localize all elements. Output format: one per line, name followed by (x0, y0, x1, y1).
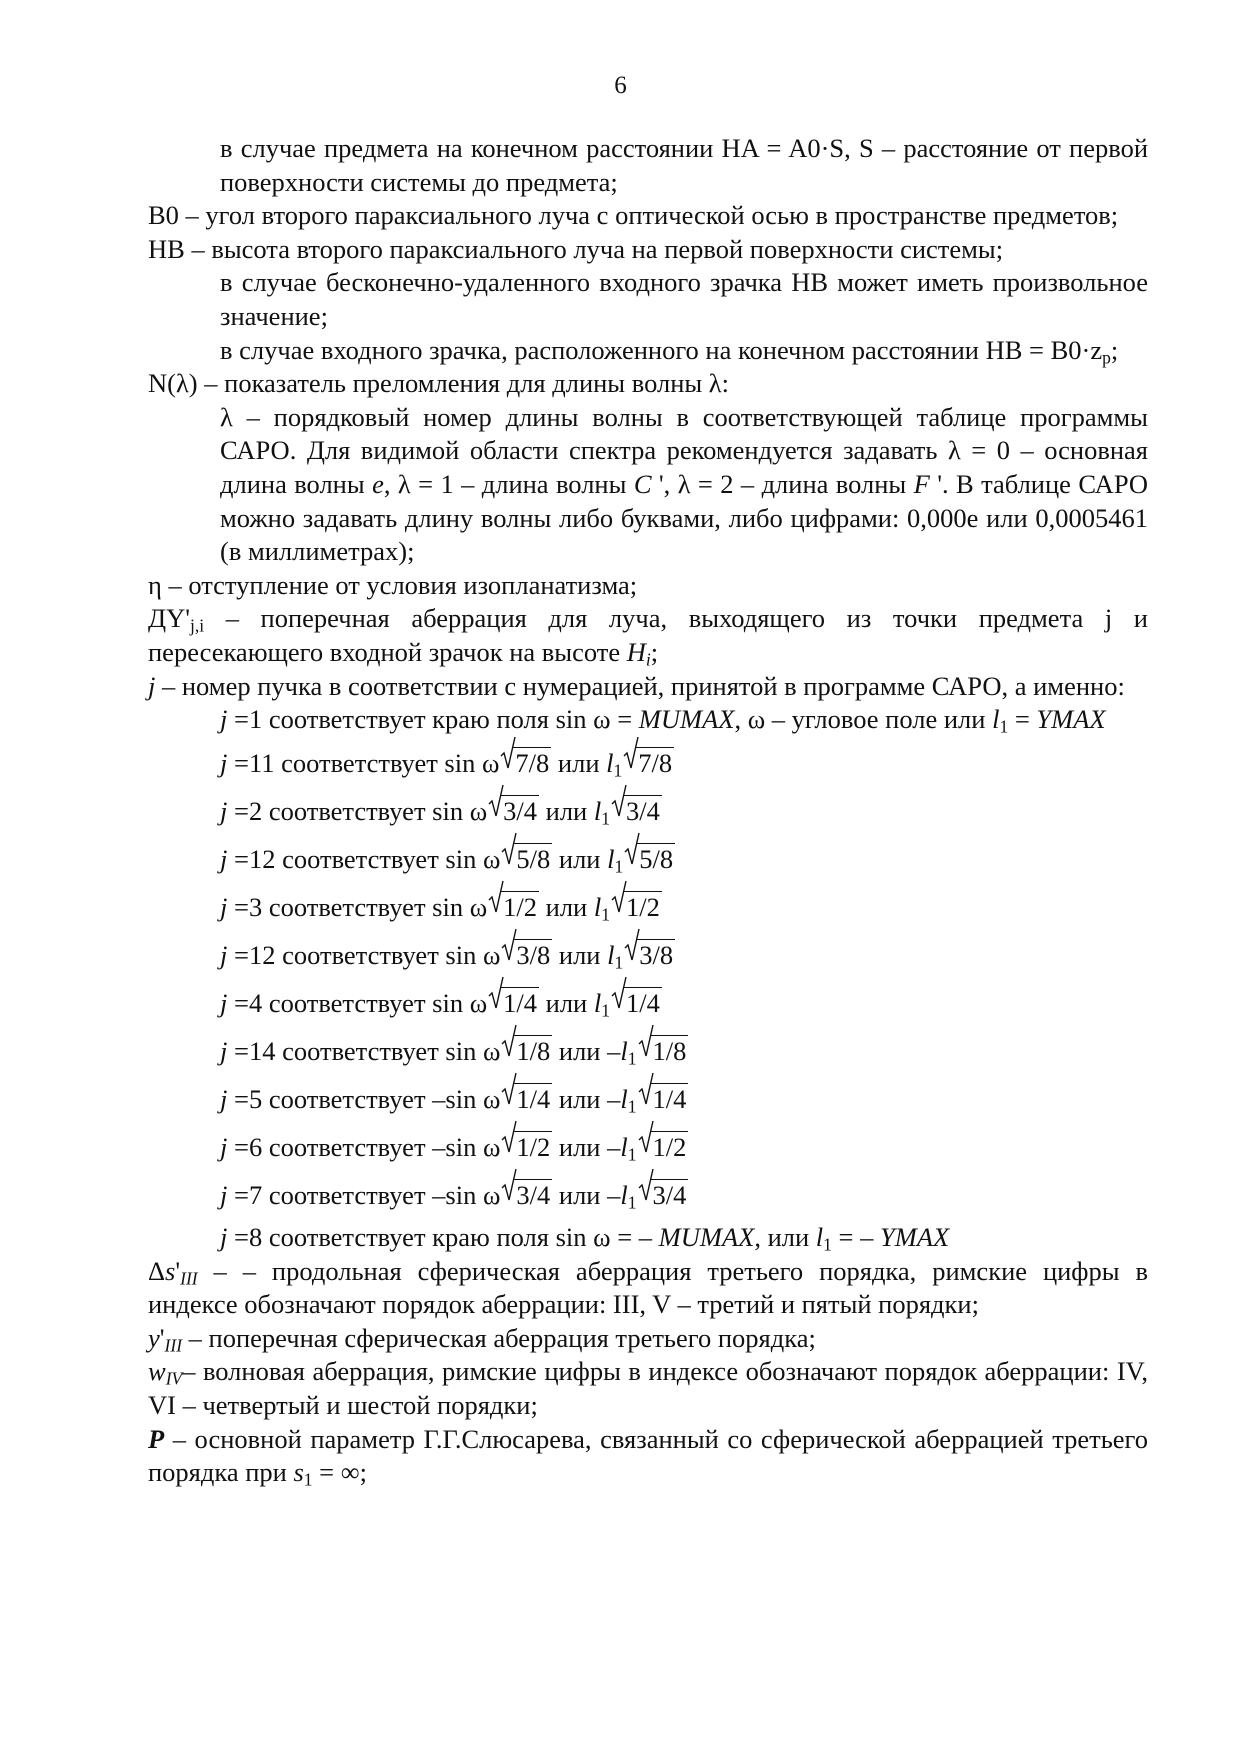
formula-l-subscript: 1 (601, 1000, 610, 1021)
radicand-left: 3/4 (503, 795, 538, 826)
radical-sign (502, 1168, 516, 1202)
j8-ymax: YMAX (880, 1221, 950, 1252)
radical-sign (639, 1120, 653, 1154)
radical-left (502, 1171, 552, 1219)
j8-text: =8 соответствует краю поля sin ω = – (227, 1221, 659, 1252)
radicand-right: 3/8 (639, 939, 674, 970)
formula-row (148, 1075, 1148, 1123)
radicand-right: 5/8 (639, 843, 674, 874)
w-subscript-text: IV (165, 1368, 183, 1389)
formula-l-sign: – (607, 1083, 621, 1114)
wavelength-text-c: ', λ = 2 – длина волны (651, 468, 914, 499)
ds-subscript-text: III (180, 1268, 198, 1289)
w-subscript (166, 1369, 183, 1389)
formula-j: j (220, 1131, 228, 1162)
radical-sign (625, 928, 639, 962)
y-subscript-text: III (164, 1335, 183, 1356)
radical-sign (624, 736, 638, 770)
radical-sign (489, 880, 503, 914)
radicand-right: 1/4 (652, 1083, 687, 1114)
radical-sign (612, 976, 626, 1010)
radicand-right: 3/4 (652, 1179, 687, 1210)
formula-row-j8 (148, 1219, 1148, 1255)
dy-subscript: j,i (190, 615, 205, 636)
w-text: – волновая аберрация, римские цифры в индексе обозначают порядок аберрации: IV, VI – четвертый и шестой порядки; (148, 1356, 1148, 1421)
formula-l-sign: – (607, 1035, 621, 1066)
radicand-right: 1/8 (652, 1035, 687, 1066)
radical-right (612, 979, 662, 1027)
paragraph-wave-aberration (148, 1355, 1148, 1422)
formula-or: или (539, 891, 594, 922)
formula-left: sin ω (432, 987, 488, 1018)
paragraph-longitudinal-sa (148, 1255, 1148, 1322)
j1-text-b: , ω – угловое поле или (734, 704, 993, 735)
formula-row (148, 739, 1148, 787)
formula-left: sin ω (445, 843, 501, 874)
dy-end: ; (650, 636, 659, 667)
formula-or: или (551, 747, 607, 778)
radicand-right: 1/4 (626, 987, 660, 1018)
dy-symbol: ДY' (148, 603, 190, 634)
hb-finite-end: ; (1110, 334, 1119, 365)
p-text: – основной параметр Г.Г.Слюсарева, связанный со сферической аберрацией третьего порядка при (148, 1423, 1148, 1488)
j1-text: =1 соответствует краю поля sin ω = (227, 704, 639, 735)
formula-l-subscript: 1 (601, 808, 610, 829)
paragraph-transverse-aberration (148, 602, 1148, 669)
hi-symbol: H (626, 636, 646, 667)
formula-left: –sin ω (432, 1179, 501, 1210)
formula-row (148, 883, 1148, 931)
radical-left (501, 739, 551, 787)
y-symbol: y (148, 1322, 160, 1353)
formula-row (148, 835, 1148, 883)
radical-left (502, 1075, 552, 1123)
hi-subscript-letter: i (645, 649, 651, 670)
paragraph-isoplanatism: η – отступление от условия изопланатизма; (148, 569, 638, 600)
formula-l: l (593, 795, 602, 826)
j1-l: l (992, 704, 1000, 735)
formula-l-subscript: 1 (614, 952, 624, 973)
dy-text: – поперечная аберрация для луча, выходящего из точки предмета j и пересекающего входной зрачок на высоте (148, 603, 1148, 667)
radical-right (639, 1075, 689, 1123)
radical-right (639, 1027, 689, 1075)
page-number: 6 (614, 72, 627, 99)
j1-symbol: j (220, 704, 228, 735)
radical-left (489, 787, 539, 835)
ds-prime: ' (175, 1255, 181, 1286)
formula-number: =3 соответствует (227, 891, 433, 922)
radical-right (624, 739, 674, 787)
formula-left: –sin ω (432, 1131, 501, 1162)
radicand-left: 1/4 (503, 987, 538, 1018)
delta-symbol: Δ (148, 1255, 166, 1286)
radical-sign (489, 976, 503, 1010)
radical-left (502, 1123, 552, 1171)
formula-or: или (552, 1035, 608, 1066)
j8-eq: = – (831, 1221, 880, 1252)
radical-sign (639, 1168, 653, 1202)
s1-symbol: s (293, 1457, 304, 1488)
formula-number: =7 соответствует (227, 1179, 433, 1210)
wavelength-text-d: '. В таблице САРО можно задавать длину волны либо буквами, либо цифрами: 0,000е или 0,0005461 (в миллиметрах); (220, 468, 1149, 567)
formula-j: j (220, 891, 228, 922)
paragraph-beam-number (148, 670, 1148, 704)
formula-l-subscript: 1 (627, 1144, 637, 1165)
radicand-left: 1/8 (516, 1035, 551, 1066)
formula-left: sin ω (444, 747, 500, 778)
y-subscript (165, 1335, 182, 1355)
radical-right (639, 1171, 689, 1219)
formula-or: или (552, 1083, 608, 1114)
radical-right (612, 787, 662, 835)
radical-right (625, 931, 675, 979)
j8-l: l (815, 1221, 824, 1252)
radical-right (625, 835, 675, 883)
radicand-left: 3/8 (516, 939, 551, 970)
formula-row (148, 979, 1148, 1027)
formula-row (148, 1123, 1148, 1171)
wavelength-c: C (633, 468, 652, 499)
ds-text: – – продольная сферическая аберрация третьего порядка, римские цифры в индексе обозначают порядок аберрации: III, V – третий и пятый порядки; (148, 1255, 1148, 1320)
radical-sign (502, 1120, 516, 1154)
formula-or: или (539, 795, 594, 826)
formula-left: sin ω (445, 939, 501, 970)
formula-left: –sin ω (432, 1083, 501, 1114)
formula-number: =11 соответствует (227, 747, 445, 778)
radicand-left: 1/2 (503, 891, 538, 922)
formula-row (148, 1171, 1148, 1219)
formula-l: l (620, 1083, 628, 1114)
formula-rows (148, 739, 1148, 1219)
hb-finite-text: в случае входного зрачка, расположенного на конечном расстоянии HB = B0·z (220, 334, 1103, 365)
j8-l-subscript: 1 (823, 1234, 832, 1255)
j8-symbol: j (220, 1221, 228, 1252)
formula-l-subscript: 1 (627, 1192, 637, 1213)
radicand-left: 3/4 (516, 1179, 551, 1210)
formula-number: =2 соответствует (227, 795, 433, 826)
formula-j: j (220, 1035, 228, 1066)
radical-left (502, 835, 552, 883)
paragraph-b0-definition: B0 – угол второго параксиального луча с оптической осью в пространстве предметов; (148, 200, 1119, 231)
wavelength-e: e (372, 468, 384, 499)
radicand-left: 5/8 (516, 843, 551, 874)
j1-eq: = (1008, 704, 1037, 735)
formula-l-subscript: 1 (627, 1048, 637, 1069)
j-symbol: j (148, 670, 156, 701)
ds-symbol: s (165, 1255, 176, 1286)
radical-sign (639, 1072, 653, 1106)
formula-number: =5 соответствует (227, 1083, 433, 1114)
radical-right (612, 883, 662, 931)
formula-l-sign: – (607, 1131, 621, 1162)
wavelength-text-b: , λ = 1 – длина волны (383, 468, 634, 499)
formula-l: l (593, 987, 602, 1018)
paragraph-transverse-sa (148, 1322, 1148, 1356)
formula-number: =4 соответствует (227, 987, 433, 1018)
formula-number: =6 соответствует (227, 1131, 433, 1162)
beam-number-text: – номер пучка в соответствии с нумерацией, принятой в программе САРО, а именно: (155, 670, 1125, 701)
formula-j: j (220, 987, 228, 1018)
wavelength-text-a: λ – порядковый номер длины волны в соответствующей таблице программы САРО. Для видимой области спектра рекомендуется задавать λ = 0 – основная длина волны (220, 401, 1148, 499)
formula-left: sin ω (432, 795, 488, 826)
s1-subscript: 1 (303, 1469, 313, 1490)
radicand-right: 1/2 (626, 891, 660, 922)
j8-text-b: , или (754, 1221, 816, 1252)
radicand-right: 7/8 (638, 747, 673, 778)
formula-or: или (552, 1131, 608, 1162)
j8-mumax: MUMAX (658, 1221, 755, 1252)
formula-l: l (620, 1035, 628, 1066)
formula-number: =12 соответствует (227, 843, 446, 874)
formula-row (148, 787, 1148, 835)
paragraph-slyusarev-parameter (148, 1423, 1148, 1490)
zp-subscript: p (1102, 346, 1111, 367)
formula-l-subscript: 1 (627, 1096, 637, 1117)
formula-j: j (220, 939, 228, 970)
radical-sign (501, 736, 515, 770)
formula-l: l (607, 939, 615, 970)
radical-sign (502, 928, 516, 962)
j1-l-subscript: 1 (999, 716, 1009, 737)
formula-left: sin ω (432, 891, 488, 922)
formula-list (148, 739, 1148, 1219)
formula-l: l (607, 843, 615, 874)
j1-mumax: MUMAX (638, 704, 735, 735)
formula-j: j (220, 1179, 228, 1210)
formula-l: l (620, 1131, 628, 1162)
w-symbol: w (148, 1356, 166, 1387)
radical-sign (612, 880, 626, 914)
formula-or: или (552, 1179, 608, 1210)
radicand-right: 3/4 (626, 795, 660, 826)
formula-j: j (220, 1083, 228, 1114)
y-prime: ' (159, 1322, 165, 1353)
paragraph-refractive-index: N(λ) – показатель преломления для длины волны λ: (148, 368, 730, 399)
formula-or: или (552, 843, 608, 874)
radicand-left: 1/4 (516, 1083, 551, 1114)
radical-sign (502, 1072, 516, 1106)
formula-j: j (220, 795, 228, 826)
y-text: – поперечная сферическая аберрация третьего порядка; (182, 1322, 816, 1353)
formula-left: sin ω (445, 1035, 501, 1066)
radical-right (639, 1123, 689, 1171)
formula-number: =14 соответствует (227, 1035, 446, 1066)
formula-j: j (220, 747, 228, 778)
radicand-right: 1/2 (652, 1131, 687, 1162)
radical-sign (639, 1024, 653, 1058)
formula-l-subscript: 1 (614, 856, 624, 877)
formula-or: или (552, 939, 608, 970)
wavelength-f: F (913, 468, 930, 499)
radical-sign (489, 784, 503, 818)
radicand-left: 1/2 (516, 1131, 551, 1162)
radical-left (489, 979, 539, 1027)
paragraph-wavelength (148, 401, 1148, 569)
page-body (148, 132, 1148, 1490)
paragraph-hb-definition: HB – высота второго параксиального луча на первой поверхности системы; (148, 233, 1004, 264)
paragraph-ha-definition: в случае предмета на конечном расстоянии HA = A0·S, S – расстояние от первой поверхности системы до предмета; (220, 133, 1148, 197)
radicand-left: 7/8 (515, 747, 550, 778)
formula-l-subscript: 1 (601, 904, 610, 925)
radical-sign (502, 832, 516, 866)
formula-l-subscript: 1 (613, 760, 623, 781)
formula-l: l (620, 1179, 628, 1210)
formula-number: =12 соответствует (227, 939, 446, 970)
radical-left (502, 931, 552, 979)
formula-row (148, 931, 1148, 979)
formula-l: l (593, 891, 602, 922)
paragraph-j1 (148, 703, 1148, 737)
paragraph-hb-finite (148, 334, 1148, 368)
radical-sign (625, 832, 639, 866)
formula-or: или (539, 987, 594, 1018)
p-symbol: P (148, 1423, 165, 1454)
ds-subscript (180, 1268, 197, 1288)
paragraph-hb-infinite: в случае бесконечно-удаленного входного зрачка HB может иметь произвольное значение; (220, 267, 1148, 331)
radical-sign (612, 784, 626, 818)
formula-row (148, 1027, 1148, 1075)
formula-l-sign: – (607, 1179, 621, 1210)
formula-l: l (606, 747, 614, 778)
radical-sign (502, 1024, 516, 1058)
radical-left (502, 1027, 552, 1075)
formula-j: j (220, 843, 228, 874)
radical-left (489, 883, 539, 931)
s1-end: = ∞; (312, 1457, 367, 1488)
j1-ymax: YMAX (1036, 704, 1106, 735)
